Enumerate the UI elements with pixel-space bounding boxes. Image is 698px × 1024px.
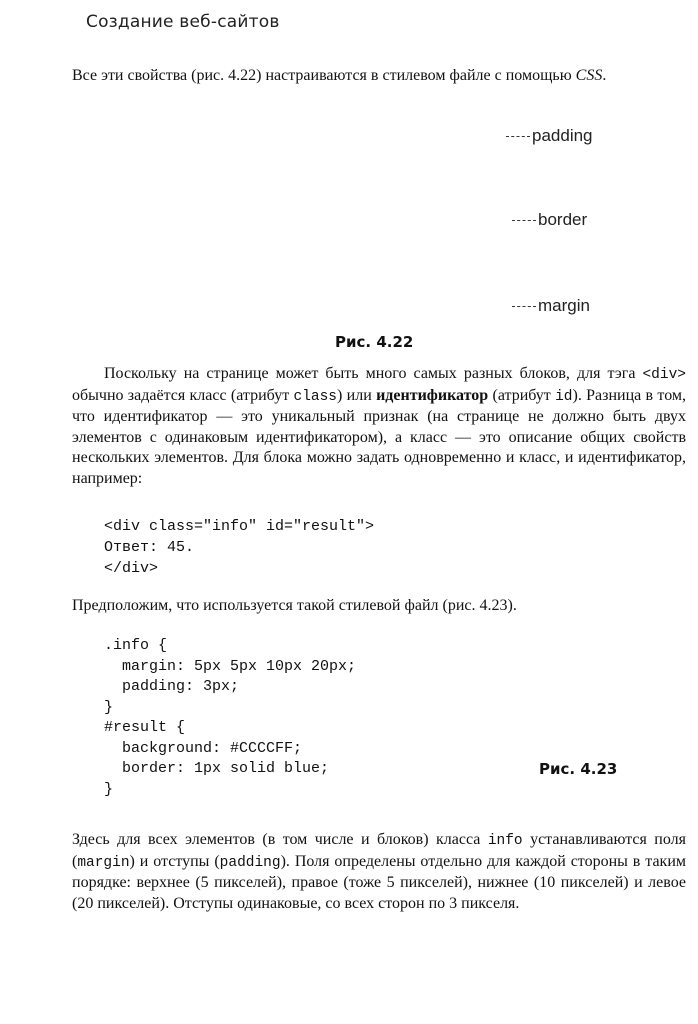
identifier-term: идентификатор: [376, 386, 489, 404]
para4-text: Здесь для всех элементов (в том числе и блоков) класса: [72, 831, 488, 848]
margin-padding-explanation-paragraph: [72, 830, 686, 914]
code-line: <div class="info" id="result">: [104, 518, 375, 535]
code-line: #result {: [104, 719, 186, 736]
para2-text: обычно задаётся класс (атрибут: [72, 386, 294, 404]
div-tag-code: <div>: [642, 367, 686, 383]
para4-text: устанавливаются поля (: [72, 831, 686, 870]
margin-label-text: margin: [538, 296, 590, 315]
code-line: Ответ: 45.: [104, 539, 195, 556]
code-line: }: [104, 780, 114, 798]
border-label-text: border: [538, 210, 588, 229]
leader-line: [512, 306, 536, 307]
padding-code: padding: [219, 854, 281, 871]
stylesheet-intro-paragraph: Предположим, что используется такой стилевой файл (рис. 4.23).: [72, 597, 517, 614]
code-line: </div>: [104, 560, 159, 577]
figure-label-margin: [512, 296, 590, 316]
para2-text: (атрибут: [488, 386, 556, 404]
code-line: margin: 5px 5px 10px 20px;: [104, 657, 357, 675]
para4-text: ). Поля определены отдельно для каждой стороны в таким порядке: верхнее (5 пикселей), правое (тоже 5 пикселей), нижнее (10 пикселей) и левое (20 пикселей). Отступы одинаковые, со всех сторон по 3 пикселя.: [72, 852, 687, 912]
para4-text: ) и отступы (: [129, 852, 220, 870]
leader-line: [506, 136, 530, 137]
code-line: }: [104, 698, 114, 716]
para2-text: ). Разница в том, что идентификатор — это уникальный признак (на странице не должно быть двух элементов с одинаковым идентификатором), а класс — это описание общих свойств нескольких элементов. Для блока можно задать одновременно и класс, и идентификатор, например:: [72, 386, 687, 487]
intro-css: CSS: [575, 67, 603, 84]
padding-label-text: padding: [532, 126, 593, 145]
intro-paragraph: [72, 66, 686, 87]
code-line: background: #CCCCFF;: [104, 739, 303, 757]
figure-4-22-caption: Рис. 4.22: [335, 333, 414, 351]
html-code-example: [104, 516, 374, 579]
div-class-id-paragraph: [72, 364, 686, 489]
class-attr-code: class: [293, 388, 338, 405]
leader-line: [512, 220, 536, 221]
figure-label-padding: [506, 126, 593, 146]
intro-text-b: .: [602, 67, 607, 84]
css-code-listing: [104, 636, 356, 800]
code-line: padding: 3px;: [104, 678, 240, 695]
code-line: .info {: [104, 637, 168, 654]
margin-code: margin: [77, 854, 130, 871]
figure-4-23-caption: Рис. 4.23: [539, 760, 618, 778]
para2-text: ) или: [337, 386, 377, 404]
figure-label-border: [512, 210, 587, 230]
para2-text: Поскольку на странице может быть много самых разных блоков, для тэга: [104, 365, 643, 382]
intro-text-a: Все эти свойства (рис. 4.22) настраиваются в стилевом файле с помощью: [72, 67, 576, 84]
id-attr-code: id: [555, 388, 573, 405]
running-header: Создание веб-сайтов: [86, 12, 280, 32]
info-class-code: info: [487, 833, 523, 849]
code-line: border: 1px solid blue;: [104, 760, 330, 777]
